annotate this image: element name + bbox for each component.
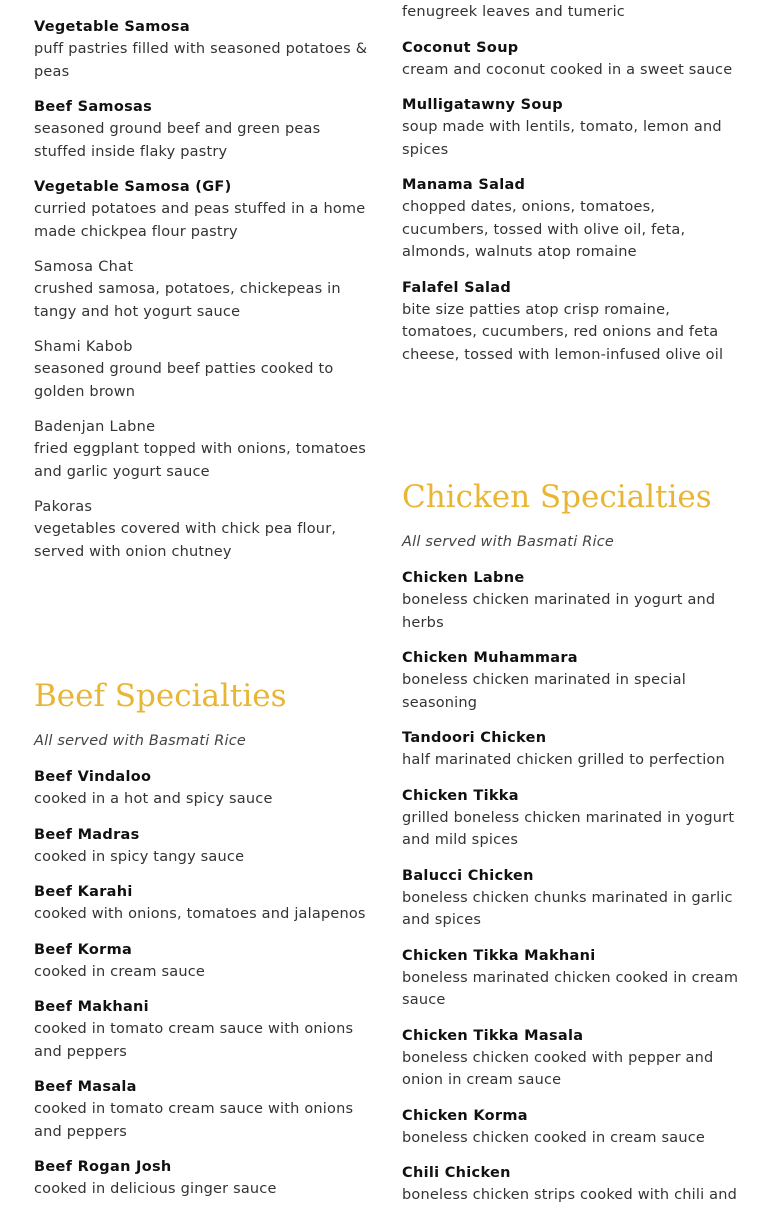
- menu-item-desc: bite size patties atop crisp romaine, tomatoes, cucumbers, red onions and feta cheese, tossed with lemon-infused olive oil: [402, 301, 724, 363]
- menu-item-name: Balucci Chicken: [402, 867, 534, 884]
- menu-item: [34, 96, 374, 163]
- menu-item-name: Chicken Muhammara: [402, 650, 578, 666]
- menu-item-desc: cooked in tomato cream sauce with onions and peppers: [34, 1021, 354, 1060]
- menu-item-desc: cooked in tomato cream sauce with onions and peppers: [34, 1101, 354, 1140]
- menu-item-desc: cooked with onions, tomatoes and jalapenos: [34, 906, 366, 922]
- menu-item: [402, 1105, 742, 1150]
- menu-item-name: Beef Masala: [34, 1079, 137, 1095]
- menu-item-desc: seasoned ground beef patties cooked to golden brown: [34, 361, 334, 400]
- menu-item-name: Beef Karahi: [34, 884, 133, 900]
- menu-item-desc: vegetables covered with chick pea flour, served with onion chutney: [34, 521, 337, 560]
- menu-item-name: Tandoori Chicken: [402, 730, 547, 746]
- menu-item-desc: cooked in cream sauce: [34, 963, 206, 980]
- chicken-specialties-section: [402, 477, 742, 1220]
- menu-item: [34, 336, 374, 403]
- menu-item: [34, 256, 374, 323]
- menu-item: [402, 647, 742, 714]
- menu-item-name: Chicken Tikka: [402, 787, 519, 804]
- menu-item-name: Beef Samosas: [34, 99, 153, 115]
- menu-item: [402, 94, 742, 161]
- section-note: All served with Basmati Rice: [34, 733, 247, 749]
- menu-item-desc: cooked in spicy tangy sauce: [34, 848, 245, 865]
- menu-item-desc: chopped dates, onions, tomatoes, cucumbers, tossed with olive oil, feta, almonds, walnuts atop romaine: [402, 199, 686, 260]
- menu-item-name: Beef Madras: [34, 826, 140, 843]
- menu-item: [34, 881, 374, 926]
- menu-item-desc: curried potatoes and peas stuffed in a home made chickpea flour pastry: [34, 201, 366, 240]
- menu-item: [34, 996, 374, 1063]
- menu-item: [34, 939, 374, 984]
- menu-item-desc: cream and coconut cooked in a sweet sauce: [402, 61, 733, 78]
- section-note: All served with Basmati Rice: [402, 534, 615, 550]
- menu-item: [402, 37, 742, 82]
- menu-item: [34, 1076, 374, 1143]
- menu-item-name: Chicken Tikka Makhani: [402, 947, 596, 964]
- menu-item: [34, 1156, 374, 1201]
- menu-item-name: Beef Makhani: [34, 999, 149, 1015]
- menu-item-partial: [402, 1, 742, 24]
- menu-item-desc: seasoned ground beef and green peas stuffed inside flaky pastry: [34, 121, 321, 160]
- left-column: [34, 0, 374, 1197]
- menu-item-desc: boneless chicken marinated in special seasoning: [402, 672, 686, 711]
- menu-item-name: Chicken Labne: [402, 570, 525, 586]
- menu-item-desc: fried eggplant topped with onions, tomatoes and garlic yogurt sauce: [34, 441, 366, 480]
- menu-item-name: Samosa Chat: [34, 259, 134, 275]
- menu-item-name: Manama Salad: [402, 177, 526, 193]
- menu-item-desc: crushed samosa, potatoes, chickepeas in tangy and hot yogurt sauce: [34, 281, 341, 320]
- menu-item-desc: boneless chicken cooked in cream sauce: [402, 1129, 706, 1146]
- menu-item: [34, 16, 374, 83]
- menu-item-desc: fenugreek leaves and tumeric: [402, 4, 625, 20]
- beef-specialties-section: [34, 676, 374, 1214]
- section-title: Beef Specialties: [34, 678, 287, 714]
- menu-item-desc: boneless marinated chicken cooked in cream sauce: [402, 969, 739, 1008]
- menu-item-name: Beef Korma: [34, 941, 133, 958]
- right-column: [402, 0, 742, 1203]
- menu-item-desc: boneless chicken chunks marinated in garlic and spices: [402, 889, 733, 928]
- menu-item-name: Vegetable Samosa: [34, 19, 190, 35]
- menu-item: [34, 766, 374, 811]
- menu-item-name: Coconut Soup: [402, 39, 519, 56]
- menu-item-name: Badenjan Labne: [34, 419, 156, 435]
- menu-item-name: Falafel Salad: [402, 279, 512, 296]
- soups-salads-list: [402, 1, 742, 366]
- menu-item-desc: grilled boneless chicken marinated in yogurt and mild spices: [402, 809, 735, 848]
- menu-item-name: Beef Vindaloo: [34, 769, 152, 785]
- menu-item: [402, 277, 742, 367]
- menu-item-desc: soup made with lentils, tomato, lemon and spices: [402, 119, 722, 158]
- menu-item-name: Shami Kabob: [34, 339, 133, 355]
- menu-item-name: Mulligatawny Soup: [402, 97, 563, 113]
- menu-item: [402, 865, 742, 932]
- menu-item-name: Pakoras: [34, 499, 93, 515]
- menu-item: [402, 567, 742, 634]
- section-title: Chicken Specialties: [402, 479, 712, 515]
- appetizers-list: [34, 16, 374, 563]
- menu-item-name: Chicken Tikka Masala: [402, 1027, 584, 1044]
- menu-item: [402, 945, 742, 1012]
- menu-item-desc: half marinated chicken grilled to perfection: [402, 752, 725, 768]
- menu-item-desc: cooked in delicious ginger sauce: [34, 1181, 277, 1197]
- menu-item-name: Chicken Korma: [402, 1107, 528, 1124]
- menu-item-desc: boneless chicken cooked with pepper and onion in cream sauce: [402, 1049, 714, 1088]
- menu-item-desc: cooked in a hot and spicy sauce: [34, 791, 273, 807]
- menu-item-desc: boneless chicken marinated in yogurt and herbs: [402, 592, 716, 631]
- menu-item: [34, 496, 374, 563]
- menu-item-desc: boneless chicken strips cooked with chili and: [402, 1187, 738, 1203]
- menu-item-name: Chili Chicken: [402, 1165, 511, 1181]
- menu-item-name: Vegetable Samosa (GF): [34, 179, 232, 195]
- menu-item: [402, 785, 742, 852]
- menu-item-name: Beef Rogan Josh: [34, 1159, 172, 1175]
- menu-item: [402, 1025, 742, 1092]
- menu-item: [34, 824, 374, 869]
- menu-item: [402, 1162, 742, 1207]
- menu-item: [402, 174, 742, 264]
- menu-item: [402, 727, 742, 772]
- menu-item: [34, 176, 374, 243]
- menu-item-desc: puff pastries filled with seasoned potatoes & peas: [34, 41, 368, 80]
- menu-item: [34, 416, 374, 483]
